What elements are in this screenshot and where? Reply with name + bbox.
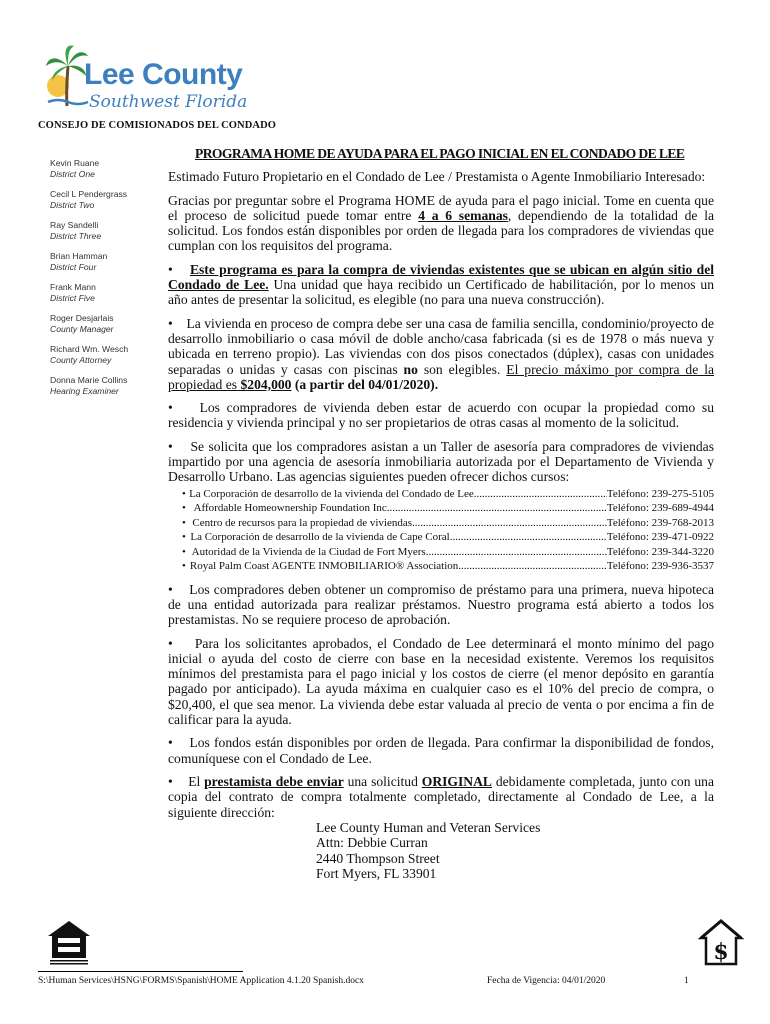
commissioner-name: Frank Mann <box>50 282 96 292</box>
funds-text: Los fondos están disponibles por orden de llegada. Para confirmar la disponibilidad de fondos, comuníquese con el Condado de Lee. <box>168 735 714 766</box>
max-price: $204,000 <box>240 376 292 392</box>
commissioner-name: Kevin Ruane <box>50 158 100 168</box>
agency-name: La Corporación de desarrollo de la vivienda de Cape Coral <box>190 531 450 544</box>
commissioner-name: Richard Wm. Wesch <box>50 344 129 354</box>
not-word: no <box>403 361 418 377</box>
lee-county-logo <box>44 44 248 114</box>
lender-must-send: prestamista debe enviar <box>204 773 344 789</box>
list-item: • Affordable Homeownership Foundation Inc. ..... Teléfono: 239-689-4944 <box>182 501 714 516</box>
workshop-text: Se solicita que los compradores asistan a un Taller de asesoría para compradores de viviendas impartido por una agencia de asesoría inmobiliaria autorizada por el Departamento de Vivienda y Desarrollo Urbano. Las agencias siguientes pueden ofrecer dichos cursos: <box>168 438 714 485</box>
board-heading: CONSEJO DE COMISIONADOS DEL CONDADO <box>38 120 277 131</box>
house-dollar-icon <box>698 918 744 968</box>
commissioner-role: District Five <box>50 293 95 303</box>
submission-text-a: El <box>188 773 205 789</box>
eligibility-bold: Este programa es para la compra de viviendas existentes que se ubican en algún sitio del Condado de Lee. <box>168 261 715 293</box>
address-line: Attn: Debbie Curran <box>316 835 428 851</box>
address-line: Fort Myers, FL 33901 <box>316 866 437 882</box>
bullet-loan: • Los compradores deben obtener un compromiso de préstamo para una primera, nueva hipoteca de una entidad autorizada para realizar préstamos. Nuestro programa está abierto a todos los prestamistas. No se requiere proceso de aprobación. <box>168 581 714 628</box>
commissioner-name: Brian Hamman <box>50 251 108 261</box>
submission-text-c: debidamente completada, junto con una copia del contrato de compra totalmente completado, directamente al Condado de Lee, a la siguiente dirección: <box>168 773 714 820</box>
agency-name: Affordable Homeownership Foundation Inc. <box>193 502 390 515</box>
commissioner <box>50 158 170 180</box>
list-item: • La Corporación de desarrollo de la vivienda del Condado de Lee ..... Teléfono: 239-275-5105 <box>182 487 714 502</box>
list-item: • Royal Palm Coast AGENTE INMOBILIARIO® Association ..... Teléfono: 239-936-3537 <box>182 559 714 574</box>
processing-weeks: 4 a 6 semanas <box>418 207 508 223</box>
document-title: PROGRAMA HOME DE AYUDA PARA EL PAGO INICIAL EN EL CONDADO DE LEE <box>195 146 685 161</box>
agency-phone: Teléfono: 239-344-3220 <box>606 545 714 558</box>
agency-phone: Teléfono: 239-689-4944 <box>606 502 714 515</box>
intro-paragraph <box>168 193 714 254</box>
commissioner-role: District Two <box>50 200 95 210</box>
agency-name: Royal Palm Coast AGENTE INMOBILIARIO® Association <box>189 560 459 573</box>
commissioner <box>50 251 170 273</box>
agency-name: Centro de recursos para la propiedad de viviendas <box>192 516 412 529</box>
commissioner <box>50 220 170 242</box>
salutation: Estimado Futuro Propietario en el Condado de Lee / Prestamista o Agente Inmobiliario Interesado: <box>168 169 706 185</box>
commissioner-role: District One <box>50 169 95 179</box>
address-line: 2440 Thompson Street <box>316 850 440 866</box>
commissioner <box>50 375 170 397</box>
file-path: S:\Human Services\HSNG\FORMS\Spanish\HOME Application 4.1.20 Spanish.docx <box>38 976 364 986</box>
equal-housing-icon <box>44 918 94 966</box>
bullet-submission: • El prestamista debe enviar una solicitud ORIGINAL debidamente completada, junto con una copia del contrato de compra totalmente completado, directamente al Condado de Lee, a la siguiente dirección: <box>168 773 714 820</box>
letter-body <box>168 146 714 882</box>
commissioner-role: District Three <box>50 231 102 241</box>
commissioner-role: County Manager <box>50 324 114 334</box>
agency-name: La Corporación de desarrollo de la vivienda del Condado de Lee <box>189 487 474 500</box>
list-item: • Autoridad de la Vivienda de la Ciudad de Fort Myers ..... Teléfono: 239-344-3220 <box>182 545 714 560</box>
commissioner-role: District Four <box>50 262 97 272</box>
property-type-text-b: son elegibles. <box>417 361 507 377</box>
logo-subtitle: Southwest Florida <box>89 92 248 112</box>
original-word: ORIGINAL <box>421 773 492 789</box>
commissioner <box>50 313 170 335</box>
commissioner-name: Donna Marie Collins <box>50 375 128 385</box>
property-type-text: La vivienda en proceso de compra debe ser una casa de familia sencilla, condominio/proyecto de desarrollo inmobiliario o casa móvil de doble ancho/casa fabricada (si es de 1978 o más nueva y ubicada en terreno propio). Las viviendas con dos pisos conectados (dúplex), casas con unidades separadas o unidas y casas con piscinas <box>168 315 714 377</box>
bullet-funds: • Los fondos están disponibles por orden de llegada. Para confirmar la disponibilidad de fondos, comuníquese con el Condado de Lee. <box>168 735 714 766</box>
bullet-workshop: • Se solicita que los compradores asistan a un Taller de asesoría para compradores de viviendas impartido por una agencia de asesoría inmobiliaria autorizada por el Departamento de Vivienda y Desarrollo Urbano. Las agencias siguientes pueden ofrecer dichos cursos: <box>168 438 714 485</box>
commissioner-name: Cecil L Pendergrass <box>50 189 128 199</box>
commissioner-name: Roger Desjarlais <box>50 313 114 323</box>
assistance-text: Para los solicitantes aprobados, el Condado de Lee determinará el monto mínimo del pago inicial o ayuda del costo de cierre con base en la necesidad existente. Veremos los requisitos mínimos del prestamista para el pago inicial y los costos de cierre (el menor depósito en garantía pagado por anticipado). La ayuda máxima en cualquier caso es el 10% del precio de compra, o $20,400, el que sea menor. La vivienda debe estar valuada al precio de venta o por encima a fin de calificar para la ayuda. <box>168 635 714 728</box>
commissioner-name: Ray Sandelli <box>50 220 99 230</box>
page-number: 1 <box>684 976 689 986</box>
bullet-property-type: • La vivienda en proceso de compra debe ser una casa de familia sencilla, condominio/proyecto de desarrollo inmobiliario o casa móvil de doble ancho/casa fabricada (si es de 1978 o más nueva y ubicada en terreno propio). Las viviendas con dos pisos conectados (dúplex), casas con unidades separadas o unidas y casas con piscinas no son elegibles. El precio máximo por compra de la propiedad es $204,000 (a partir del 04/01/2020). <box>168 315 714 392</box>
agency-phone: Teléfono: 239-936-3537 <box>606 560 714 573</box>
agency-phone: Teléfono: 239-275-5105 <box>606 487 714 500</box>
commissioner-role: Hearing Examiner <box>50 386 119 396</box>
address-line: Lee County Human and Veteran Services <box>316 819 541 835</box>
logo-title: Lee County <box>84 58 243 91</box>
bullet-occupancy: • Los compradores de vivienda deben estar de acuerdo con ocupar la propiedad como su residencia y vivienda principal y no ser propietarios de otras casas al momento de la solicitud. <box>168 400 714 431</box>
list-item: • La Corporación de desarrollo de la vivienda de Cape Coral ..... Teléfono: 239-471-0922 <box>182 530 714 545</box>
eligibility-text: Una unidad que haya recibido un Certificado de habilitación, por lo menos un año antes de presentar la solicitud, es elegible (no para una nueva construcción). <box>168 277 715 308</box>
bullet-eligibility: • Este programa es para la compra de viviendas existentes que se ubican en algún sitio del Condado de Lee. Una unidad que haya recibido un Certificado de habilitación, por lo menos un año antes de presentar la solicitud, es elegible (no para una nueva construcción). <box>168 261 715 308</box>
price-effective-date: (a partir del 04/01/2020). <box>291 376 439 392</box>
commissioner-role: County Attorney <box>50 355 112 365</box>
agency-list <box>182 487 714 574</box>
svg-text:$: $ <box>713 939 729 965</box>
occupancy-text: Los compradores de vivienda deben estar de acuerdo con ocupar la propiedad como su residencia y vivienda principal y no ser propietarios de otras casas al momento de la solicitud. <box>168 400 714 431</box>
intro-text-b: , dependiendo de la totalidad de la solicitud. Los fondos están disponibles por orden de llegada para los compradores de viviendas que cumplan con los requisitos del programa. <box>168 207 715 254</box>
commissioner <box>50 282 170 304</box>
submission-text-b: una solicitud <box>343 773 422 789</box>
commissioner <box>50 344 170 366</box>
bullet-assistance: • Para los solicitantes aprobados, el Condado de Lee determinará el monto mínimo del pago inicial o ayuda del costo de cierre con base en la necesidad existente. Veremos los requisitos mínimos del prestamista para el pago inicial y los costos de cierre (el menor depósito en garantía pagado por anticipado). La ayuda máxima en cualquier caso es el 10% del precio de compra, o $20,400, el que sea menor. La vivienda debe estar valuada al precio de venta o por encima a fin de calificar para la ayuda. <box>168 635 714 728</box>
mailing-address <box>316 820 714 882</box>
agency-phone: Teléfono: 239-768-2013 <box>606 516 714 529</box>
list-item: • Centro de recursos para la propiedad de viviendas ..... Teléfono: 239-768-2013 <box>182 516 714 531</box>
footer-rule <box>38 971 243 972</box>
max-price-text: El precio máximo por compra de la propiedad es <box>168 361 714 392</box>
loan-text: Los compradores deben obtener un compromiso de préstamo para una primera, nueva hipoteca de una entidad autorizada para realizar préstamos. Nuestro programa está abierto a todos los prestamistas. No se requiere proceso de aprobación. <box>168 581 714 628</box>
commissioner <box>50 189 170 211</box>
effective-date: Fecha de Vigencia: 04/01/2020 <box>487 976 606 986</box>
commissioner-list <box>50 158 170 406</box>
agency-name: Autoridad de la Vivienda de la Ciudad de Fort Myers <box>191 545 426 558</box>
intro-text-a: Gracias por preguntar sobre el Programa HOME de ayuda para el pago inicial. Tome en cuenta que el proceso de solicitud puede tomar entre <box>168 192 714 223</box>
agency-phone: Teléfono: 239-471-0922 <box>606 531 714 544</box>
